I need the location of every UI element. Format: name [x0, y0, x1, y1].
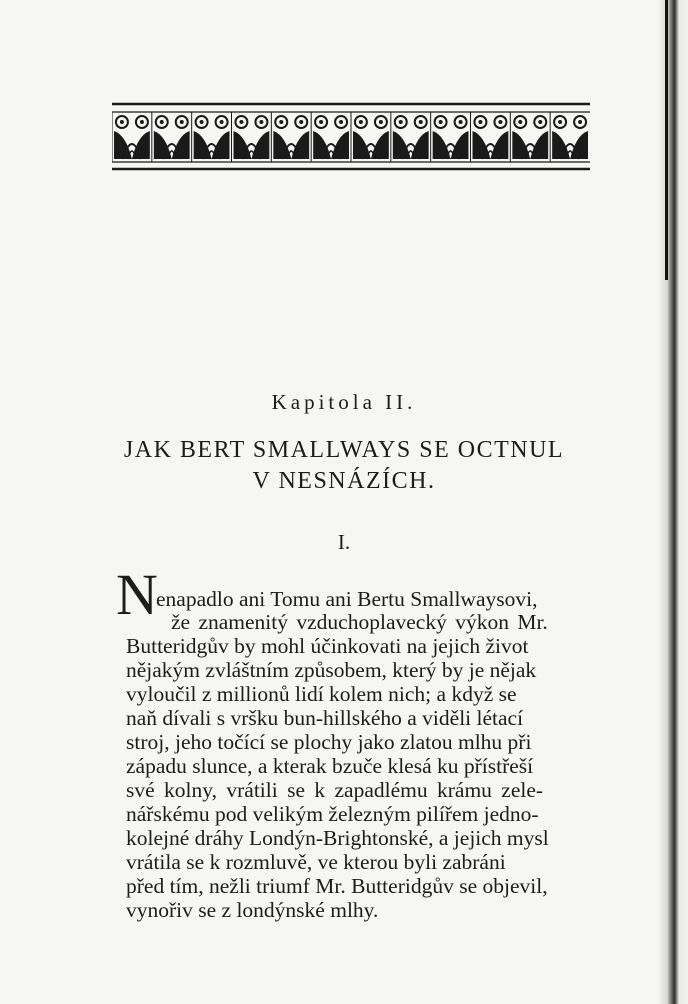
text-line: naň dívali s vršku bun-hillského a viděli létací [126, 706, 524, 730]
chapter-title-line-2: V NESNÁZÍCH. [252, 468, 436, 494]
drop-cap: N [116, 562, 158, 627]
text-line: stroj, jeho točící se plochy jako zlatou mlhu při [126, 730, 532, 754]
ornament-tile [152, 112, 190, 162]
ornament-tile [271, 112, 309, 162]
book-spine-line [665, 0, 668, 280]
ornament-tile [351, 112, 389, 162]
ornament-tile [232, 112, 270, 162]
ornament-tile [510, 112, 548, 162]
ornament-tile [550, 112, 588, 162]
chapter-title-line-1: JAK BERT SMALLWAYS SE OCTNUL [123, 437, 565, 463]
text-line: že znamenitý vzduchoplavecký výkon Mr. [171, 610, 548, 634]
text-line: vyloučil z millionů lidí kolem nich; a když se [126, 682, 517, 706]
chapter-label: Kapitola II. [271, 390, 417, 414]
text-line: nářskému pod velikým železným pilířem jedno- [126, 802, 539, 826]
ornament-tile [192, 112, 230, 162]
ornament-tile [391, 112, 429, 162]
text-line: kolejné dráhy Londýn-Brightonské, a jejich mysl [126, 826, 549, 850]
ornament-tile [112, 112, 150, 162]
text-line: nějakým zvláštním způsobem, který by je nějak [126, 658, 537, 682]
text-line: před tím, nežli triumf Mr. Butteridgův se objevil, [126, 874, 548, 898]
text-line: západu slunce, a kterak bzuče klesá ku přístřeší [126, 754, 534, 778]
text-line: enapadlo ani Tomu ani Bertu Smallwaysovi, [156, 587, 538, 611]
ornament-tile [311, 112, 349, 162]
ornament-tile [471, 112, 509, 162]
book-edge-shadow [658, 0, 688, 1004]
text-line: vrátila se k rozmluvě, ve kterou byli zabráni [126, 850, 506, 874]
text-line: vynořiv se z londýnské mlhy. [126, 898, 379, 922]
ornament-tile [431, 112, 469, 162]
ornamental-header-band [112, 101, 590, 171]
section-number: I. [337, 530, 351, 554]
text-line: Butteridgův by mohl účinkovati na jejich život [126, 634, 529, 658]
text-line: své kolny, vrátili se k zapadlému krámu zele- [126, 778, 544, 802]
